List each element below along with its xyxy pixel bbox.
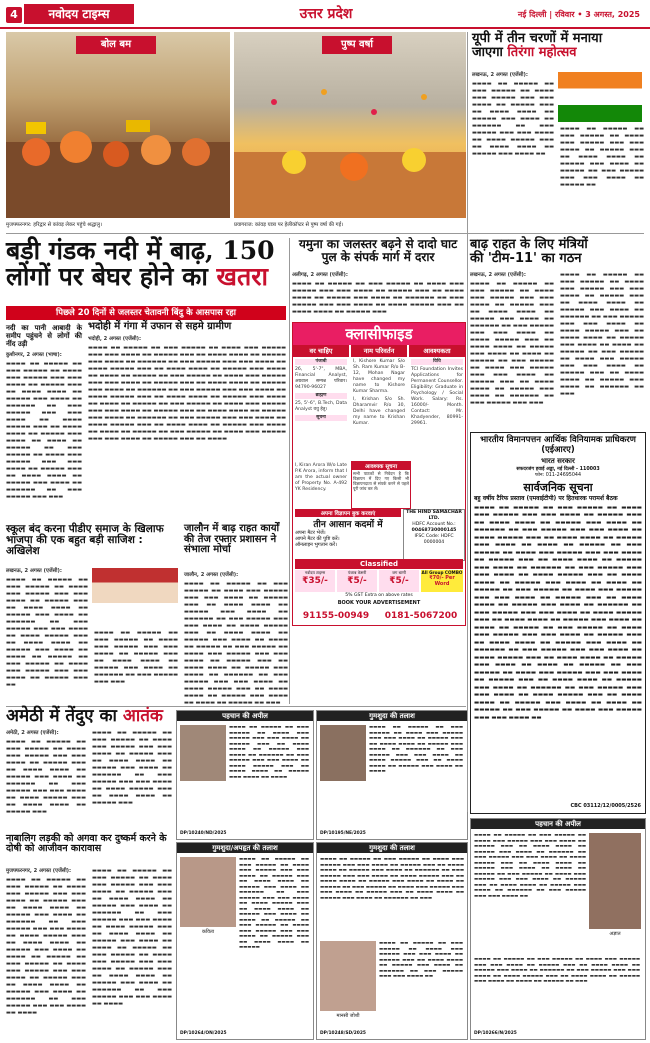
notice-addr: सफदरजंग हवाई अड्डा, नई दिल्ली - 110003	[516, 467, 600, 472]
ad-text: 25, 5'-6", B.Tech, Data Analyst वधु हेतु।	[295, 401, 347, 412]
notice-ref: DP/10264/ON/2025	[180, 1031, 227, 1036]
photo-caption: प्रयागराज: कांवड़ यात्रा पर हेलीकॉप्टर से पुष्प वर्षा की गई।	[234, 222, 344, 228]
photo-pushp-varsha	[234, 32, 466, 218]
dateline: मुजफ्फरनगर, 2 अगस्त (एजेंसी):	[6, 868, 72, 874]
notice-body: ▬▬▬▬ ▬▬ ▬▬▬▬▬ ▬▬ ▬▬▬ ▬▬▬▬▬ ▬▬ ▬▬▬▬ ▬▬▬ ▬▬▬▬▬ ▬▬▬ ▬▬▬ ▬▬▬▬ ▬▬ ▬▬▬▬▬ ▬▬▬ ▬▬ ▬▬▬▬ ▬▬▬▬ ▬▬ ▬▬▬▬▬ ▬▬▬ ▬▬▬▬ ▬▬ ▬▬▬▬▬▬ ▬▬ ▬▬▬ ▬▬▬▬▬ ▬▬▬ ▬▬▬ ▬▬▬▬ ▬▬ ▬▬▬▬ ▬▬▬▬▬ ▬▬▬ ▬▬ ▬▬▬▬ ▬▬▬▬ ▬▬ ▬▬▬▬▬ ▬▬▬ ▬▬▬▬ ▬▬ ▬▬▬▬	[369, 725, 463, 774]
phone-row	[295, 609, 463, 623]
header-city: नई दिल्ली | रविवार • 3 अगस्त, 2025	[517, 10, 640, 19]
price: ₹5/-	[389, 576, 409, 586]
notice-ref: DP/10266/N/2025	[474, 1031, 517, 1036]
title-highlight: आतंक	[122, 706, 163, 726]
notice-subhead: बहु वर्षीय टैरिफ प्रस्ताव (एमवाईटीपी) पर हितधारक परामर्श बैठक	[474, 495, 618, 502]
notice-title: पहचान की अपील	[471, 819, 645, 829]
phone-2[interactable]: 0181-5067200	[384, 611, 458, 621]
story-amethi	[6, 708, 172, 830]
classified-block	[292, 322, 466, 626]
story-team11	[470, 238, 644, 428]
notice-pehchan-1	[176, 710, 314, 840]
photo-caption: कविता	[201, 929, 215, 935]
notice-body-2: ▬▬▬▬ ▬▬ ▬▬▬▬▬ ▬▬ ▬▬▬ ▬▬▬▬▬ ▬▬ ▬▬▬▬ ▬▬▬ ▬▬▬▬▬ ▬▬▬ ▬▬▬ ▬▬▬▬ ▬▬ ▬▬▬▬▬ ▬▬▬ ▬▬ ▬▬▬▬ ▬▬▬▬ ▬▬ ▬▬▬▬▬ ▬▬▬ ▬▬▬▬ ▬▬ ▬▬▬▬▬▬ ▬▬ ▬▬▬ ▬▬▬▬▬ ▬▬▬ ▬▬▬ ▬▬▬▬ ▬▬ ▬▬▬▬ ▬▬▬▬▬ ▬▬▬ ▬▬ ▬▬▬▬ ▬▬▬▬ ▬▬ ▬▬▬▬▬ ▬▬▬ ▬▬▬▬ ▬▬ ▬▬▬▬ ▬▬ ▬▬▬▬▬ ▬▬ ▬▬▬	[474, 957, 640, 984]
classified-title: क्लासीफाइड	[293, 323, 465, 345]
story-gandak-sub: पिछले 20 दिनों से जलस्तर चेतावनी बिंदु के आसपास रहा	[6, 306, 286, 320]
notice-body: ▬▬▬▬ ▬▬ ▬▬▬▬▬ ▬▬ ▬▬▬ ▬▬▬▬▬ ▬▬ ▬▬▬▬ ▬▬▬ ▬▬▬▬▬ ▬▬▬ ▬▬▬ ▬▬▬▬ ▬▬ ▬▬▬▬▬ ▬▬▬ ▬▬ ▬▬▬▬ ▬▬▬▬ ▬▬ ▬▬▬▬▬ ▬▬▬ ▬▬▬▬ ▬▬ ▬▬▬▬▬▬ ▬▬ ▬▬▬ ▬▬▬▬▬ ▬▬▬ ▬▬▬ ▬▬▬▬ ▬▬ ▬▬▬▬ ▬▬▬▬▬ ▬▬▬ ▬▬ ▬▬▬▬ ▬▬▬▬ ▬▬ ▬▬▬▬▬ ▬▬▬ ▬▬▬▬ ▬▬ ▬▬▬▬	[229, 725, 309, 780]
avashyakta-box	[351, 461, 411, 509]
story-title	[6, 708, 172, 726]
col-sub: पंजाबी	[295, 359, 347, 365]
city-label: नई दिल्ली	[517, 10, 547, 19]
col-sub: ब्राह्मण	[295, 393, 347, 399]
notice-title: गुमशुदा/अपहृत की तलाश	[177, 843, 313, 853]
story-body: अमेठी, 2 अगस्त (एजेंसी): ▬▬▬▬ ▬▬ ▬▬▬▬▬ ▬▬ ▬▬▬ ▬▬▬▬▬ ▬▬ ▬▬▬▬ ▬▬▬ ▬▬▬▬▬ ▬▬▬ ▬▬▬ ▬▬▬▬ ▬▬ ▬▬▬▬▬ ▬▬▬ ▬▬ ▬▬▬▬ ▬▬▬▬ ▬▬ ▬▬▬▬▬ ▬▬▬ ▬▬▬▬ ▬▬ ▬▬▬▬▬▬ ▬▬ ▬▬▬ ▬▬▬▬▬ ▬▬▬ ▬▬▬ ▬▬▬▬ ▬▬ ▬▬▬▬ ▬▬▬▬▬ ▬▬▬ ▬▬ ▬▬▬▬ ▬▬▬▬ ▬▬ ▬▬▬▬▬ ▬▬▬	[6, 730, 86, 815]
price-label: जग बाणी	[392, 570, 406, 575]
price-label: पंजाब केसरी	[347, 570, 367, 575]
side-heading: नदी का पानी आबादी के समीप पहुंचने से लोगों की नींद उड़ी	[6, 324, 82, 348]
story-title	[472, 32, 644, 59]
story-title: यमुना का जलस्तर बढ़ने से दादो घाट पुल के संपर्क मार्ग में दरार	[298, 237, 458, 264]
col-head: वर चाहिए	[293, 345, 349, 357]
story-title: नाबालिग लड़की को अगवा कर दुष्कर्म करने के दोषी को आजीवन कारावास	[6, 833, 167, 854]
story-title	[470, 238, 644, 265]
price: ₹5/-	[347, 576, 367, 586]
dateline: जालौन, 2 अगस्त (एजेंसी):	[184, 572, 239, 578]
section-title: उत्तर प्रदेश	[299, 6, 353, 22]
dateline: कुशीनगर, 2 अगस्त (भाषा):	[6, 352, 62, 358]
notice-body: ▬▬▬▬ ▬▬ ▬▬▬▬▬ ▬▬ ▬▬▬ ▬▬▬▬▬ ▬▬ ▬▬▬▬ ▬▬▬ ▬▬▬▬▬ ▬▬▬ ▬▬▬ ▬▬▬▬ ▬▬ ▬▬▬▬▬ ▬▬▬ ▬▬ ▬▬▬▬ ▬▬▬▬ ▬▬ ▬▬▬▬▬ ▬▬▬ ▬▬▬▬ ▬▬ ▬▬▬▬▬▬ ▬▬ ▬▬▬ ▬▬▬▬▬ ▬▬▬ ▬▬▬ ▬▬▬▬ ▬▬ ▬▬▬▬ ▬▬▬▬▬ ▬▬▬ ▬▬ ▬▬▬▬ ▬▬▬▬ ▬▬ ▬▬▬▬▬ ▬▬▬ ▬▬▬▬ ▬▬ ▬▬▬▬ ▬▬ ▬▬▬▬▬ ▬▬ ▬▬▬ ▬▬▬▬▬ ▬▬ ▬▬▬▬ ▬▬▬ ▬▬▬▬▬ ▬▬▬ ▬▬▬ ▬▬▬▬ ▬▬ ▬▬▬▬▬ ▬▬▬ ▬▬ ▬▬▬▬ ▬▬▬▬ ▬▬ ▬▬▬▬▬	[239, 857, 309, 950]
notice-heading: सार्वजनिक सूचना	[523, 481, 593, 494]
story-nabalig	[6, 834, 172, 1038]
gst-note: 5% GST Extra on above rates	[345, 593, 413, 598]
price-card	[379, 570, 419, 592]
photo-caption: मुजफ्फरनगर: हरिद्वार से कांवड़ लेकर पहुंचे श्रद्धालु।	[6, 222, 102, 228]
price-card	[337, 570, 377, 592]
column-rule	[289, 238, 290, 704]
title-part: लोगों पर बेघर होने का	[6, 262, 208, 292]
notice-phone: फोन: 011-24695044	[534, 473, 582, 478]
flower-illustration	[234, 62, 466, 218]
col-sub: सूचना	[295, 415, 347, 421]
title-part: की 'टीम-11' का गठन	[470, 250, 582, 266]
story-body: लखनऊ, 2 अगस्त (एजेंसी): ▬▬▬▬ ▬▬ ▬▬▬▬▬ ▬▬ ▬▬▬ ▬▬▬▬▬ ▬▬ ▬▬▬▬ ▬▬▬ ▬▬▬▬▬ ▬▬▬ ▬▬▬ ▬▬▬▬ ▬▬ ▬▬▬▬▬ ▬▬▬ ▬▬ ▬▬▬▬ ▬▬▬▬ ▬▬ ▬▬▬▬▬ ▬▬▬ ▬▬▬▬ ▬▬ ▬▬▬▬▬▬ ▬▬ ▬▬▬ ▬▬▬▬▬ ▬▬▬ ▬▬▬ ▬▬▬▬ ▬▬ ▬▬▬▬ ▬▬▬▬▬ ▬▬▬ ▬▬ ▬▬▬▬ ▬▬▬▬ ▬▬ ▬▬▬▬▬ ▬▬▬ ▬▬▬▬ ▬▬ ▬▬▬▬ ▬▬ ▬▬▬▬▬ ▬▬ ▬▬▬ ▬▬▬▬▬ ▬▬ ▬▬▬▬ ▬▬▬ ▬▬▬▬▬ ▬▬▬ ▬▬▬ ▬▬▬▬ ▬▬ ▬▬▬▬▬ ▬▬▬ ▬▬ ▬▬▬▬ ▬▬▬▬ ▬▬ ▬▬▬▬▬ ▬▬▬ ▬▬▬▬ ▬▬ ▬▬▬▬▬▬ ▬▬ ▬▬▬ ▬▬▬▬▬ ▬▬▬ ▬▬▬	[470, 272, 554, 406]
col-sub: विधि	[411, 359, 463, 365]
photo-caption: अज्ञात	[609, 931, 621, 937]
story-body-2: ▬▬▬▬ ▬▬ ▬▬▬▬▬ ▬▬ ▬▬▬ ▬▬▬▬▬ ▬▬ ▬▬▬▬ ▬▬▬ ▬▬▬▬▬ ▬▬▬ ▬▬▬ ▬▬▬▬ ▬▬ ▬▬▬▬▬ ▬▬▬ ▬▬ ▬▬▬▬ ▬▬▬▬ ▬▬ ▬▬▬▬▬ ▬▬▬ ▬▬▬▬ ▬▬ ▬▬▬▬▬▬ ▬▬ ▬▬▬ ▬▬▬▬▬ ▬▬▬ ▬▬▬ ▬▬▬▬ ▬▬ ▬▬▬▬ ▬▬▬▬▬ ▬▬▬ ▬▬ ▬▬▬▬ ▬▬▬▬ ▬▬ ▬▬▬▬▬ ▬▬▬ ▬▬▬▬ ▬▬ ▬▬▬▬ ▬▬ ▬▬▬▬▬ ▬▬ ▬▬▬ ▬▬▬▬▬ ▬▬ ▬▬▬▬ ▬▬▬ ▬▬▬▬▬ ▬▬▬ ▬▬▬ ▬▬▬▬ ▬▬ ▬▬▬▬▬ ▬▬▬ ▬▬ ▬▬▬▬ ▬▬▬▬ ▬▬ ▬▬▬▬▬ ▬▬▬ ▬▬▬▬ ▬▬ ▬▬▬▬▬▬ ▬▬ ▬▬▬	[560, 272, 644, 397]
flag-photo	[558, 72, 642, 122]
story-body-2: ▬▬▬▬ ▬▬ ▬▬▬▬▬ ▬▬ ▬▬▬ ▬▬▬▬▬ ▬▬ ▬▬▬▬ ▬▬▬ ▬▬▬▬▬ ▬▬▬ ▬▬▬ ▬▬▬▬ ▬▬ ▬▬▬▬▬ ▬▬▬ ▬▬ ▬▬▬▬ ▬▬▬▬ ▬▬ ▬▬▬▬▬ ▬▬▬ ▬▬▬▬ ▬▬ ▬▬▬▬▬▬ ▬▬ ▬▬▬ ▬▬▬▬▬ ▬▬▬ ▬▬▬ ▬▬▬▬ ▬▬ ▬▬▬▬ ▬▬▬▬▬ ▬▬▬ ▬▬ ▬▬▬▬ ▬▬▬▬ ▬▬ ▬▬▬▬▬ ▬▬▬	[92, 730, 172, 806]
story-bhadohi	[88, 322, 286, 520]
ifsc-code: IFSC Code: HDFC 0000004	[414, 534, 454, 545]
photo-bol-bam	[6, 32, 230, 218]
bank-label: HDFC Account No.:	[412, 522, 456, 527]
booking-title: अपना विज्ञापन बुक करवाएं	[295, 509, 401, 517]
price: ₹35/-	[302, 576, 328, 586]
ad-text: 26, 5'-7", MBA, Financial Analyst, अग्रवाल सम्पन्न परिवार। 94790-96027	[295, 367, 347, 390]
classified-col-1	[295, 359, 347, 461]
book-label: BOOK YOUR ADVERTISEMENT	[337, 600, 421, 606]
price-label: नवोदय टाइम्स	[304, 570, 326, 575]
combo-price: ₹70/- Per Word	[429, 575, 455, 587]
akhilesh-photo	[92, 568, 178, 626]
classified-col-2	[353, 359, 405, 459]
notice-ref: DP/10195/NE/2025	[320, 831, 366, 836]
story-body-2: ▬▬▬▬ ▬▬ ▬▬▬▬▬ ▬▬ ▬▬▬ ▬▬▬▬▬ ▬▬ ▬▬▬▬ ▬▬▬ ▬▬▬▬▬ ▬▬▬ ▬▬▬ ▬▬▬▬ ▬▬ ▬▬▬▬▬ ▬▬▬ ▬▬ ▬▬▬▬ ▬▬▬▬ ▬▬ ▬▬▬▬▬ ▬▬▬ ▬▬▬▬ ▬▬ ▬▬▬▬▬▬ ▬▬ ▬▬▬ ▬▬▬▬▬ ▬▬▬ ▬▬▬	[94, 630, 178, 685]
story-body: मुजफ्फरनगर, 2 अगस्त (एजेंसी): ▬▬▬▬ ▬▬ ▬▬▬▬▬ ▬▬ ▬▬▬ ▬▬▬▬▬ ▬▬ ▬▬▬▬ ▬▬▬ ▬▬▬▬▬ ▬▬▬ ▬▬▬ ▬▬▬▬ ▬▬ ▬▬▬▬▬ ▬▬▬ ▬▬ ▬▬▬▬ ▬▬▬▬ ▬▬ ▬▬▬▬▬ ▬▬▬ ▬▬▬▬ ▬▬ ▬▬▬▬▬▬ ▬▬ ▬▬▬ ▬▬▬▬▬ ▬▬▬ ▬▬▬ ▬▬▬▬ ▬▬ ▬▬▬▬ ▬▬▬▬▬ ▬▬▬ ▬▬ ▬▬▬▬ ▬▬▬▬ ▬▬ ▬▬▬▬▬ ▬▬▬ ▬▬▬▬ ▬▬ ▬▬▬▬ ▬▬ ▬▬▬▬▬ ▬▬ ▬▬▬ ▬▬▬▬▬ ▬▬ ▬▬▬▬ ▬▬▬ ▬▬▬▬▬ ▬▬▬ ▬▬▬ ▬▬▬▬ ▬▬ ▬▬▬▬▬ ▬▬▬ ▬▬ ▬▬▬▬ ▬▬▬▬ ▬▬ ▬▬▬▬▬ ▬▬▬ ▬▬▬▬ ▬▬ ▬▬▬▬▬▬ ▬▬ ▬▬▬ ▬▬▬▬▬ ▬▬▬ ▬▬▬ ▬▬▬▬ ▬▬ ▬▬▬▬	[6, 868, 86, 1016]
story-jalaun	[184, 523, 288, 706]
masthead-logo: नवोदय टाइम्स	[24, 4, 134, 24]
notice-body-2: ▬▬▬▬ ▬▬ ▬▬▬▬▬ ▬▬ ▬▬▬ ▬▬▬▬▬ ▬▬ ▬▬▬▬ ▬▬▬ ▬▬▬▬▬ ▬▬▬ ▬▬▬ ▬▬▬▬ ▬▬ ▬▬▬▬▬ ▬▬▬ ▬▬ ▬▬▬▬ ▬▬▬▬ ▬▬ ▬▬▬▬▬ ▬▬▬ ▬▬▬▬ ▬▬ ▬▬▬▬▬▬ ▬▬ ▬▬▬ ▬▬▬▬▬ ▬▬▬ ▬▬▬ ▬▬▬▬ ▬▬	[379, 941, 463, 979]
story-body: अलीगढ़, 2 अगस्त (एजेंसी): ▬▬▬▬ ▬▬ ▬▬▬▬▬ ▬▬ ▬▬▬ ▬▬▬▬▬ ▬▬ ▬▬▬▬ ▬▬▬ ▬▬▬▬▬ ▬▬▬ ▬▬▬ ▬▬▬▬ ▬▬ ▬▬▬▬▬ ▬▬▬ ▬▬ ▬▬▬▬ ▬▬▬▬ ▬▬ ▬▬▬▬▬ ▬▬▬ ▬▬▬▬ ▬▬ ▬▬▬▬▬▬ ▬▬ ▬▬▬ ▬▬▬▬▬ ▬▬▬ ▬▬▬ ▬▬▬▬ ▬▬ ▬▬▬▬ ▬▬▬▬▬ ▬▬▬ ▬▬ ▬▬▬▬ ▬▬▬▬ ▬▬ ▬▬▬▬▬ ▬▬▬	[292, 272, 464, 315]
story-title: स्कूल बंद करना पीडीए समाज के खिलाफ भाजपा की एक बहुत बड़ी साजिश : अखिलेश	[6, 523, 164, 558]
ad-text: TCI Foundation Invites Applications for Permanent Counsellor. Eligibility: Graduate in Psychology / Social Work. Salary: Rs. 16000/- Month. Contact: Mr. Khadyender, 80991-29961.	[411, 367, 463, 426]
divider	[6, 233, 644, 234]
story-body: लखनऊ, 2 अगस्त (एजेंसी): ▬▬▬▬ ▬▬ ▬▬▬▬▬ ▬▬ ▬▬▬ ▬▬▬▬▬ ▬▬ ▬▬▬▬ ▬▬▬ ▬▬▬▬▬ ▬▬▬ ▬▬▬ ▬▬▬▬ ▬▬ ▬▬▬▬▬ ▬▬▬ ▬▬ ▬▬▬▬ ▬▬▬▬ ▬▬ ▬▬▬▬▬ ▬▬▬ ▬▬▬▬ ▬▬ ▬▬▬▬▬▬ ▬▬ ▬▬▬ ▬▬▬▬▬ ▬▬▬ ▬▬▬ ▬▬▬▬ ▬▬ ▬▬▬▬ ▬▬▬▬▬ ▬▬▬ ▬▬ ▬▬▬▬ ▬▬▬▬ ▬▬ ▬▬▬▬▬ ▬▬▬ ▬▬▬▬ ▬▬	[472, 72, 554, 157]
ad-text: I, Kishore Kumar S/o Sh. Ram Kumar R/o B-12, Mohan Nagar have changed my name to Kishore Kumar Sharma.	[353, 359, 405, 394]
notice-body: ▬▬▬▬ ▬▬ ▬▬▬▬▬ ▬▬ ▬▬▬ ▬▬▬▬▬ ▬▬ ▬▬▬▬ ▬▬▬ ▬▬▬▬▬ ▬▬▬ ▬▬▬ ▬▬▬▬ ▬▬ ▬▬▬▬▬ ▬▬▬ ▬▬ ▬▬▬▬ ▬▬▬▬ ▬▬ ▬▬▬▬▬ ▬▬▬ ▬▬▬▬ ▬▬ ▬▬▬▬▬▬ ▬▬ ▬▬▬ ▬▬▬▬▬ ▬▬▬ ▬▬▬ ▬▬▬▬ ▬▬ ▬▬▬▬ ▬▬▬▬▬ ▬▬▬ ▬▬ ▬▬▬▬ ▬▬▬▬ ▬▬ ▬▬▬▬▬ ▬▬▬ ▬▬▬▬ ▬▬ ▬▬▬▬ ▬▬ ▬▬▬▬▬ ▬▬ ▬▬▬ ▬▬▬▬▬ ▬▬ ▬▬▬▬ ▬▬▬ ▬▬▬▬▬ ▬▬▬ ▬▬▬ ▬▬▬▬ ▬▬ ▬▬▬▬▬ ▬▬▬ ▬▬ ▬▬▬▬ ▬▬▬▬ ▬▬ ▬▬▬▬▬ ▬▬▬ ▬▬▬▬ ▬▬ ▬▬▬▬▬▬ ▬▬ ▬▬▬ ▬▬▬▬▬ ▬▬▬ ▬▬▬ ▬▬▬▬ ▬▬	[474, 833, 586, 899]
column-rule	[467, 32, 468, 812]
notice-title: गुमशुदा की तलाश	[317, 843, 467, 853]
aera-notice	[470, 432, 646, 814]
title-part: यूपी में तीन चरणों में मनाया	[472, 31, 603, 46]
photo-tag: बोल बम	[76, 36, 156, 54]
notice-pehchan-2	[470, 818, 646, 1040]
bank-name: THE HIND SAMACHAR LTD.	[406, 510, 462, 521]
person-photo	[180, 725, 226, 781]
notice-ref: DP/10240/ND/2025	[180, 831, 227, 836]
notice-gumshuda-1	[316, 710, 468, 840]
phone-1[interactable]: 91155-00949	[302, 611, 370, 621]
story-body-2: ▬▬▬▬ ▬▬ ▬▬▬▬▬ ▬▬ ▬▬▬ ▬▬▬▬▬ ▬▬ ▬▬▬▬ ▬▬▬ ▬▬▬▬▬ ▬▬▬ ▬▬▬ ▬▬▬▬ ▬▬ ▬▬▬▬▬ ▬▬▬ ▬▬ ▬▬▬▬ ▬▬▬▬ ▬▬ ▬▬▬▬▬ ▬▬▬ ▬▬▬▬ ▬▬ ▬▬▬▬▬▬ ▬▬ ▬▬▬ ▬▬▬▬▬ ▬▬▬ ▬▬▬ ▬▬▬▬ ▬▬ ▬▬▬▬ ▬▬▬▬▬ ▬▬▬ ▬▬ ▬▬▬▬ ▬▬▬▬ ▬▬ ▬▬▬▬▬ ▬▬▬ ▬▬▬▬ ▬▬ ▬▬▬▬ ▬▬ ▬▬▬▬▬ ▬▬ ▬▬▬ ▬▬▬▬▬ ▬▬ ▬▬▬▬ ▬▬▬ ▬▬▬▬▬ ▬▬▬ ▬▬▬ ▬▬▬▬ ▬▬ ▬▬▬▬▬ ▬▬▬ ▬▬ ▬▬▬▬ ▬▬▬▬ ▬▬ ▬▬▬▬▬ ▬▬▬ ▬▬▬▬ ▬▬ ▬▬▬▬▬▬ ▬▬ ▬▬▬ ▬▬▬▬▬ ▬▬▬ ▬▬▬ ▬▬▬▬ ▬▬ ▬▬▬▬	[92, 868, 172, 1007]
title-part: बड़ी गंडक नदी में बाढ़, 150	[6, 236, 275, 265]
classified-label: Classified	[295, 559, 463, 569]
dateline: लखनऊ, 2 अगस्त (एजेंसी):	[470, 272, 526, 278]
step-1: अपना मैटर भेजें।	[295, 530, 326, 536]
story-body: भदोही, 2 अगस्त (एजेंसी): ▬▬▬▬ ▬▬ ▬▬▬▬▬ ▬▬ ▬▬▬ ▬▬▬▬▬ ▬▬ ▬▬▬▬ ▬▬▬ ▬▬▬▬▬ ▬▬▬ ▬▬▬ ▬▬▬▬ ▬▬ ▬▬▬▬▬ ▬▬▬ ▬▬ ▬▬▬▬ ▬▬▬▬ ▬▬ ▬▬▬▬▬ ▬▬▬ ▬▬▬▬ ▬▬ ▬▬▬▬▬▬ ▬▬ ▬▬▬ ▬▬▬▬▬ ▬▬▬ ▬▬▬ ▬▬▬▬ ▬▬ ▬▬▬▬ ▬▬▬▬▬ ▬▬▬ ▬▬ ▬▬▬▬ ▬▬▬▬ ▬▬ ▬▬▬▬▬ ▬▬▬ ▬▬▬▬ ▬▬ ▬▬▬▬ ▬▬ ▬▬▬▬▬ ▬▬ ▬▬▬ ▬▬▬▬▬ ▬▬ ▬▬▬▬ ▬▬▬ ▬▬▬▬▬ ▬▬▬ ▬▬▬ ▬▬▬▬ ▬▬ ▬▬▬▬▬ ▬▬▬ ▬▬ ▬▬▬▬ ▬▬▬▬ ▬▬ ▬▬▬▬▬ ▬▬▬ ▬▬▬▬ ▬▬ ▬▬▬▬▬▬ ▬▬ ▬▬▬ ▬▬▬▬▬ ▬▬▬ ▬▬▬ ▬▬▬▬ ▬▬ ▬▬▬▬ ▬▬▬▬▬ ▬▬▬ ▬▬ ▬▬▬▬ ▬▬▬▬ ▬▬ ▬▬▬▬▬ ▬▬▬ ▬▬▬▬ ▬▬ ▬▬▬▬ ▬▬ ▬▬▬▬▬ ▬▬ ▬▬▬ ▬▬▬▬▬ ▬▬ ▬▬▬▬ ▬▬▬ ▬▬▬▬▬ ▬▬▬ ▬▬▬ ▬▬▬▬ ▬▬ ▬▬▬▬▬ ▬▬▬ ▬▬ ▬▬▬▬ ▬▬▬▬ ▬▬ ▬▬▬▬▬ ▬▬▬ ▬▬▬▬ ▬▬ ▬▬▬▬▬▬ ▬▬ ▬▬▬ ▬▬▬▬▬ ▬▬▬ ▬▬▬ ▬▬▬▬ ▬▬ ▬▬▬▬ ▬▬▬▬▬ ▬▬▬ ▬▬ ▬▬▬▬ ▬▬▬▬ ▬▬ ▬▬▬▬▬ ▬▬▬ ▬▬▬▬ ▬▬ ▬▬▬▬ ▬▬ ▬▬▬▬▬ ▬▬ ▬▬▬ ▬▬▬▬▬ ▬▬ ▬▬▬▬ ▬▬▬ ▬▬▬▬▬ ▬▬▬ ▬▬▬ ▬▬▬▬ ▬▬ ▬▬▬▬▬ ▬▬▬ ▬▬ ▬▬▬▬	[88, 336, 286, 442]
notice-title: गुमशुदा की तलाश	[317, 711, 467, 721]
box-title: आवश्यक सूचना	[352, 462, 410, 470]
col-head: आवश्यकता	[409, 345, 465, 357]
combo-label: All Group COMBO	[421, 570, 463, 575]
person-photo	[180, 857, 236, 927]
dateline: भदोही, 2 अगस्त (एजेंसी):	[88, 336, 142, 342]
notice-title: पहचान की अपील	[177, 711, 313, 721]
notice-ref: CBC 03112/12/0005/2526	[570, 803, 641, 809]
bank-box	[403, 509, 465, 561]
step-3: ऑनलाइन भुगतान करें।	[295, 542, 338, 548]
step-2: आपने मैटर की पुष्टि करें।	[295, 536, 340, 542]
notice-title: भारतीय विमानपत्तन आर्थिक विनियामक प्राधिकरण (एईआरए)	[480, 435, 636, 455]
photo-tag: पुष्प वर्षा	[322, 36, 392, 54]
title-highlight: खतरा	[216, 262, 268, 292]
ad-text: I, Krishan S/o Sh. Dharamvir R/o 30, Delhi have changed my name to Krishan Kumar.	[353, 397, 405, 426]
combo-card	[421, 570, 463, 592]
title-highlight: तिरंगा महोत्सव	[507, 44, 577, 60]
person-photo	[320, 725, 366, 781]
dateline: लखनऊ, 2 अगस्त (एजेंसी):	[6, 568, 62, 574]
story-body: जालौन, 2 अगस्त (एजेंसी): ▬▬▬▬ ▬▬ ▬▬▬▬▬ ▬▬ ▬▬▬ ▬▬▬▬▬ ▬▬ ▬▬▬▬ ▬▬▬ ▬▬▬▬▬ ▬▬▬ ▬▬▬ ▬▬▬▬ ▬▬ ▬▬▬▬▬ ▬▬▬ ▬▬ ▬▬▬▬ ▬▬▬▬ ▬▬ ▬▬▬▬▬ ▬▬▬ ▬▬▬▬ ▬▬ ▬▬▬▬▬▬ ▬▬ ▬▬▬ ▬▬▬▬▬ ▬▬▬ ▬▬▬ ▬▬▬▬ ▬▬ ▬▬▬▬ ▬▬▬▬▬ ▬▬▬ ▬▬ ▬▬▬▬ ▬▬▬▬ ▬▬ ▬▬▬▬▬ ▬▬▬ ▬▬▬▬ ▬▬ ▬▬▬▬ ▬▬ ▬▬▬▬▬ ▬▬ ▬▬▬ ▬▬▬▬▬ ▬▬ ▬▬▬▬ ▬▬▬ ▬▬▬▬▬ ▬▬▬ ▬▬▬ ▬▬▬▬ ▬▬ ▬▬▬▬▬ ▬▬▬ ▬▬ ▬▬▬▬ ▬▬▬▬ ▬▬ ▬▬▬▬▬ ▬▬▬ ▬▬▬▬ ▬▬ ▬▬▬▬▬▬ ▬▬ ▬▬▬ ▬▬▬▬▬ ▬▬▬ ▬▬▬ ▬▬▬▬ ▬▬ ▬▬▬▬ ▬▬▬▬▬ ▬▬▬ ▬▬ ▬▬▬▬ ▬▬▬▬ ▬▬ ▬▬▬▬▬ ▬▬▬ ▬▬▬▬ ▬▬ ▬▬▬▬ ▬▬ ▬▬▬▬▬ ▬▬ ▬▬▬	[184, 572, 288, 706]
price-card	[295, 570, 335, 592]
classified-suchna-text: I, Kiran Arora W/o Late P.K Arora, inform that I am the actual owner of Property No. A-492 YK Residency.	[295, 463, 347, 492]
story-yamuna	[292, 238, 464, 320]
notice-body: ▬▬▬▬ ▬▬ ▬▬▬▬▬ ▬▬ ▬▬▬ ▬▬▬▬▬ ▬▬ ▬▬▬▬ ▬▬▬ ▬▬▬▬▬ ▬▬▬ ▬▬▬ ▬▬▬▬ ▬▬ ▬▬▬▬▬ ▬▬▬ ▬▬ ▬▬▬▬ ▬▬▬▬ ▬▬ ▬▬▬▬▬ ▬▬▬ ▬▬▬▬ ▬▬ ▬▬▬▬▬▬ ▬▬ ▬▬▬ ▬▬▬▬▬ ▬▬▬ ▬▬▬ ▬▬▬▬ ▬▬ ▬▬▬▬ ▬▬▬▬▬ ▬▬▬ ▬▬ ▬▬▬▬ ▬▬▬▬ ▬▬ ▬▬▬▬▬ ▬▬▬ ▬▬▬▬ ▬▬ ▬▬▬▬ ▬▬ ▬▬▬▬▬ ▬▬ ▬▬▬ ▬▬▬▬▬ ▬▬ ▬▬▬▬ ▬▬▬ ▬▬▬▬▬ ▬▬▬ ▬▬▬ ▬▬▬▬ ▬▬ ▬▬▬▬▬ ▬▬▬ ▬▬ ▬▬▬▬ ▬▬▬▬ ▬▬ ▬▬▬▬▬ ▬▬▬ ▬▬▬▬ ▬▬ ▬▬▬▬▬▬ ▬▬ ▬▬▬ ▬▬▬▬▬ ▬▬▬ ▬▬▬ ▬▬▬▬ ▬▬ ▬▬▬▬ ▬▬▬▬▬ ▬▬▬ ▬▬ ▬▬▬▬ ▬▬▬▬ ▬▬ ▬▬▬▬▬ ▬▬▬ ▬▬▬▬ ▬▬ ▬▬▬▬ ▬▬ ▬▬▬▬▬ ▬▬ ▬▬▬ ▬▬▬▬▬ ▬▬ ▬▬▬▬ ▬▬▬ ▬▬▬▬▬ ▬▬▬ ▬▬▬ ▬▬▬▬ ▬▬ ▬▬▬▬▬ ▬▬▬ ▬▬ ▬▬▬▬ ▬▬▬▬ ▬▬ ▬▬▬▬▬ ▬▬▬ ▬▬▬▬ ▬▬ ▬▬▬▬▬▬ ▬▬ ▬▬▬ ▬▬▬▬▬ ▬▬▬ ▬▬▬ ▬▬▬▬ ▬▬ ▬▬▬▬ ▬▬▬▬▬ ▬▬▬ ▬▬ ▬▬▬▬ ▬▬▬▬ ▬▬ ▬▬▬▬▬ ▬▬▬ ▬▬▬▬ ▬▬ ▬▬▬▬ ▬▬ ▬▬▬▬▬ ▬▬ ▬▬▬ ▬▬▬▬▬ ▬▬ ▬▬▬▬ ▬▬▬ ▬▬▬▬▬ ▬▬▬ ▬▬▬ ▬▬▬▬ ▬▬ ▬▬▬▬▬ ▬▬▬ ▬▬ ▬▬▬▬ ▬▬▬▬ ▬▬ ▬▬▬▬▬ ▬▬▬ ▬▬▬▬ ▬▬ ▬▬▬▬▬▬ ▬▬ ▬▬▬ ▬▬▬▬▬ ▬▬▬ ▬▬▬ ▬▬▬▬ ▬▬ ▬▬▬▬ ▬▬▬▬▬ ▬▬▬ ▬▬ ▬▬▬▬ ▬▬▬▬ ▬▬ ▬▬▬▬▬ ▬▬▬ ▬▬▬▬ ▬▬ ▬▬▬▬ ▬▬ ▬▬▬▬▬ ▬▬ ▬▬▬ ▬▬▬▬▬ ▬▬ ▬▬▬▬ ▬▬▬ ▬▬▬▬▬ ▬▬▬ ▬▬▬ ▬▬▬▬ ▬▬ ▬▬▬▬▬ ▬▬▬ ▬▬ ▬▬▬▬ ▬▬▬▬ ▬▬ ▬▬▬▬▬ ▬▬▬ ▬▬▬▬ ▬▬ ▬▬▬▬▬▬ ▬▬ ▬▬▬ ▬▬▬▬▬ ▬▬▬ ▬▬▬ ▬▬▬▬ ▬▬ ▬▬▬▬ ▬▬▬▬▬ ▬▬▬ ▬▬ ▬▬▬▬ ▬▬▬▬ ▬▬ ▬▬▬▬▬ ▬▬▬ ▬▬▬▬ ▬▬ ▬▬▬▬ ▬▬ ▬▬▬▬▬ ▬▬ ▬▬▬ ▬▬▬▬▬ ▬▬ ▬▬▬▬ ▬▬▬ ▬▬▬▬▬ ▬▬▬ ▬▬▬ ▬▬▬▬ ▬▬	[474, 504, 642, 721]
story-title: भदोही में गंगा में उफान से सहमे ग्रामीण	[88, 321, 232, 332]
notice-govt: भारत सरकार	[541, 457, 575, 465]
story-gandak-body: नदी का पानी आबादी के समीप पहुंचने से लोगों की नींद उड़ी कुशीनगर, 2 अगस्त (भाषा): ▬▬▬▬ ▬▬ ▬▬▬▬▬ ▬▬ ▬▬▬ ▬▬▬▬▬ ▬▬ ▬▬▬▬ ▬▬▬ ▬▬▬▬▬ ▬▬▬ ▬▬▬ ▬▬▬▬ ▬▬ ▬▬▬▬▬ ▬▬▬ ▬▬ ▬▬▬▬ ▬▬▬▬ ▬▬ ▬▬▬▬▬ ▬▬▬ ▬▬▬▬ ▬▬ ▬▬▬▬▬▬ ▬▬ ▬▬▬ ▬▬▬▬▬ ▬▬▬ ▬▬▬ ▬▬▬▬ ▬▬ ▬▬▬▬ ▬▬▬▬▬ ▬▬▬ ▬▬ ▬▬▬▬ ▬▬▬▬ ▬▬ ▬▬▬▬▬ ▬▬▬ ▬▬▬▬ ▬▬ ▬▬▬▬ ▬▬ ▬▬▬▬▬ ▬▬ ▬▬▬ ▬▬▬▬▬ ▬▬ ▬▬▬▬ ▬▬▬ ▬▬▬▬▬ ▬▬▬ ▬▬▬ ▬▬▬▬ ▬▬ ▬▬▬▬▬ ▬▬▬ ▬▬ ▬▬▬▬ ▬▬▬▬ ▬▬ ▬▬▬▬▬ ▬▬▬ ▬▬▬▬ ▬▬ ▬▬▬▬▬▬ ▬▬ ▬▬▬ ▬▬▬▬▬ ▬▬▬ ▬▬▬	[6, 324, 82, 500]
story-title: जालौन में बाढ़ राहत कार्यों की तेज रफ्तार प्रशासन ने संभाला मोर्चा	[184, 523, 280, 555]
person-photo	[589, 833, 641, 929]
crowd-illustration	[6, 92, 230, 218]
classified-col-3	[411, 359, 463, 469]
account-number: 00468730000145	[411, 528, 457, 533]
title-part: अमेठी में तेंदुए का	[6, 706, 117, 726]
header-rule	[0, 27, 650, 29]
dateline: अलीगढ़, 2 अगस्त (एजेंसी):	[292, 272, 348, 278]
story-body: लखनऊ, 2 अगस्त (एजेंसी): ▬▬▬▬ ▬▬ ▬▬▬▬▬ ▬▬ ▬▬▬ ▬▬▬▬▬ ▬▬ ▬▬▬▬ ▬▬▬ ▬▬▬▬▬ ▬▬▬ ▬▬▬ ▬▬▬▬ ▬▬ ▬▬▬▬▬ ▬▬▬ ▬▬ ▬▬▬▬ ▬▬▬▬ ▬▬ ▬▬▬▬▬ ▬▬▬ ▬▬▬▬ ▬▬ ▬▬▬▬▬▬ ▬▬ ▬▬▬ ▬▬▬▬▬ ▬▬▬ ▬▬▬ ▬▬▬▬ ▬▬ ▬▬▬▬ ▬▬▬▬▬ ▬▬▬ ▬▬ ▬▬▬▬ ▬▬▬▬ ▬▬ ▬▬▬▬▬ ▬▬▬ ▬▬▬▬ ▬▬ ▬▬▬▬ ▬▬ ▬▬▬▬▬ ▬▬ ▬▬▬ ▬▬▬▬▬ ▬▬ ▬▬▬▬ ▬▬▬ ▬▬▬▬▬ ▬▬▬ ▬▬▬ ▬▬▬▬ ▬▬ ▬▬▬▬▬ ▬▬▬ ▬▬	[6, 568, 88, 688]
person-photo	[320, 941, 376, 1011]
date-label: रविवार • 3 अगस्त, 2025	[555, 10, 640, 19]
classified-col-heads	[293, 345, 465, 357]
col-head: नाम परिवर्तन	[351, 345, 407, 357]
photo-caption: मानसी जोशी	[336, 1013, 360, 1019]
story-school	[6, 524, 178, 702]
page-number: 4	[6, 7, 22, 23]
dateline: लखनऊ, 2 अगस्त (एजेंसी):	[472, 72, 528, 78]
page-header	[0, 0, 650, 28]
notice-gumshuda-2	[316, 842, 468, 1040]
notice-ref: DP/10248/SD/2025	[320, 1031, 366, 1036]
title-part: बाढ़ राहत के लिए मंत्रियों	[470, 237, 588, 252]
booking-subtitle: तीन आसान कदमों में	[313, 520, 383, 530]
title-part: जाएगा	[472, 44, 503, 60]
dateline: अमेठी, 2 अगस्त (एजेंसी):	[6, 730, 59, 736]
price-row	[295, 570, 463, 592]
box-text: सभी पाठकों से निवेदन है कि विज्ञापन में दिए गए किसी भी विज्ञापनदाता से संपर्क करने से पहले पूरी जांच कर लें।	[353, 471, 409, 491]
story-tiranga	[472, 32, 644, 230]
story-body-2: ▬▬▬▬ ▬▬ ▬▬▬▬▬ ▬▬ ▬▬▬ ▬▬▬▬▬ ▬▬ ▬▬▬▬ ▬▬▬ ▬▬▬▬▬ ▬▬▬ ▬▬▬ ▬▬▬▬ ▬▬ ▬▬▬▬▬ ▬▬▬ ▬▬ ▬▬▬▬ ▬▬▬▬ ▬▬ ▬▬▬▬▬ ▬▬▬ ▬▬▬▬ ▬▬ ▬▬▬▬▬ ▬▬ ▬▬▬ ▬▬▬▬▬ ▬▬▬ ▬▬▬ ▬▬▬▬ ▬▬ ▬▬▬▬▬ ▬▬	[560, 126, 644, 188]
notice-apahrit	[176, 842, 314, 1040]
booking-box	[295, 509, 401, 559]
notice-body: ▬▬▬▬ ▬▬ ▬▬▬▬▬ ▬▬ ▬▬▬ ▬▬▬▬▬ ▬▬ ▬▬▬▬ ▬▬▬ ▬▬▬▬▬ ▬▬▬ ▬▬▬ ▬▬▬▬ ▬▬ ▬▬▬▬▬ ▬▬▬ ▬▬ ▬▬▬▬ ▬▬▬▬ ▬▬ ▬▬▬▬▬ ▬▬▬ ▬▬▬▬ ▬▬ ▬▬▬▬▬▬ ▬▬ ▬▬▬ ▬▬▬▬▬ ▬▬▬ ▬▬▬ ▬▬▬▬ ▬▬ ▬▬▬▬ ▬▬▬▬▬ ▬▬▬ ▬▬ ▬▬▬▬ ▬▬▬▬ ▬▬ ▬▬▬▬▬ ▬▬▬ ▬▬▬▬ ▬▬ ▬▬▬▬ ▬▬ ▬▬▬▬▬ ▬▬ ▬▬▬ ▬▬▬▬▬ ▬▬ ▬▬▬▬ ▬▬▬ ▬▬▬▬▬ ▬▬▬ ▬▬▬ ▬▬▬▬ ▬▬ ▬▬▬▬▬ ▬▬▬ ▬▬ ▬▬▬▬ ▬▬▬▬ ▬▬ ▬▬▬▬▬ ▬▬▬ ▬▬▬▬ ▬▬ ▬▬▬▬▬▬ ▬▬ ▬▬▬	[320, 857, 464, 901]
story-gandak-title	[6, 238, 286, 304]
